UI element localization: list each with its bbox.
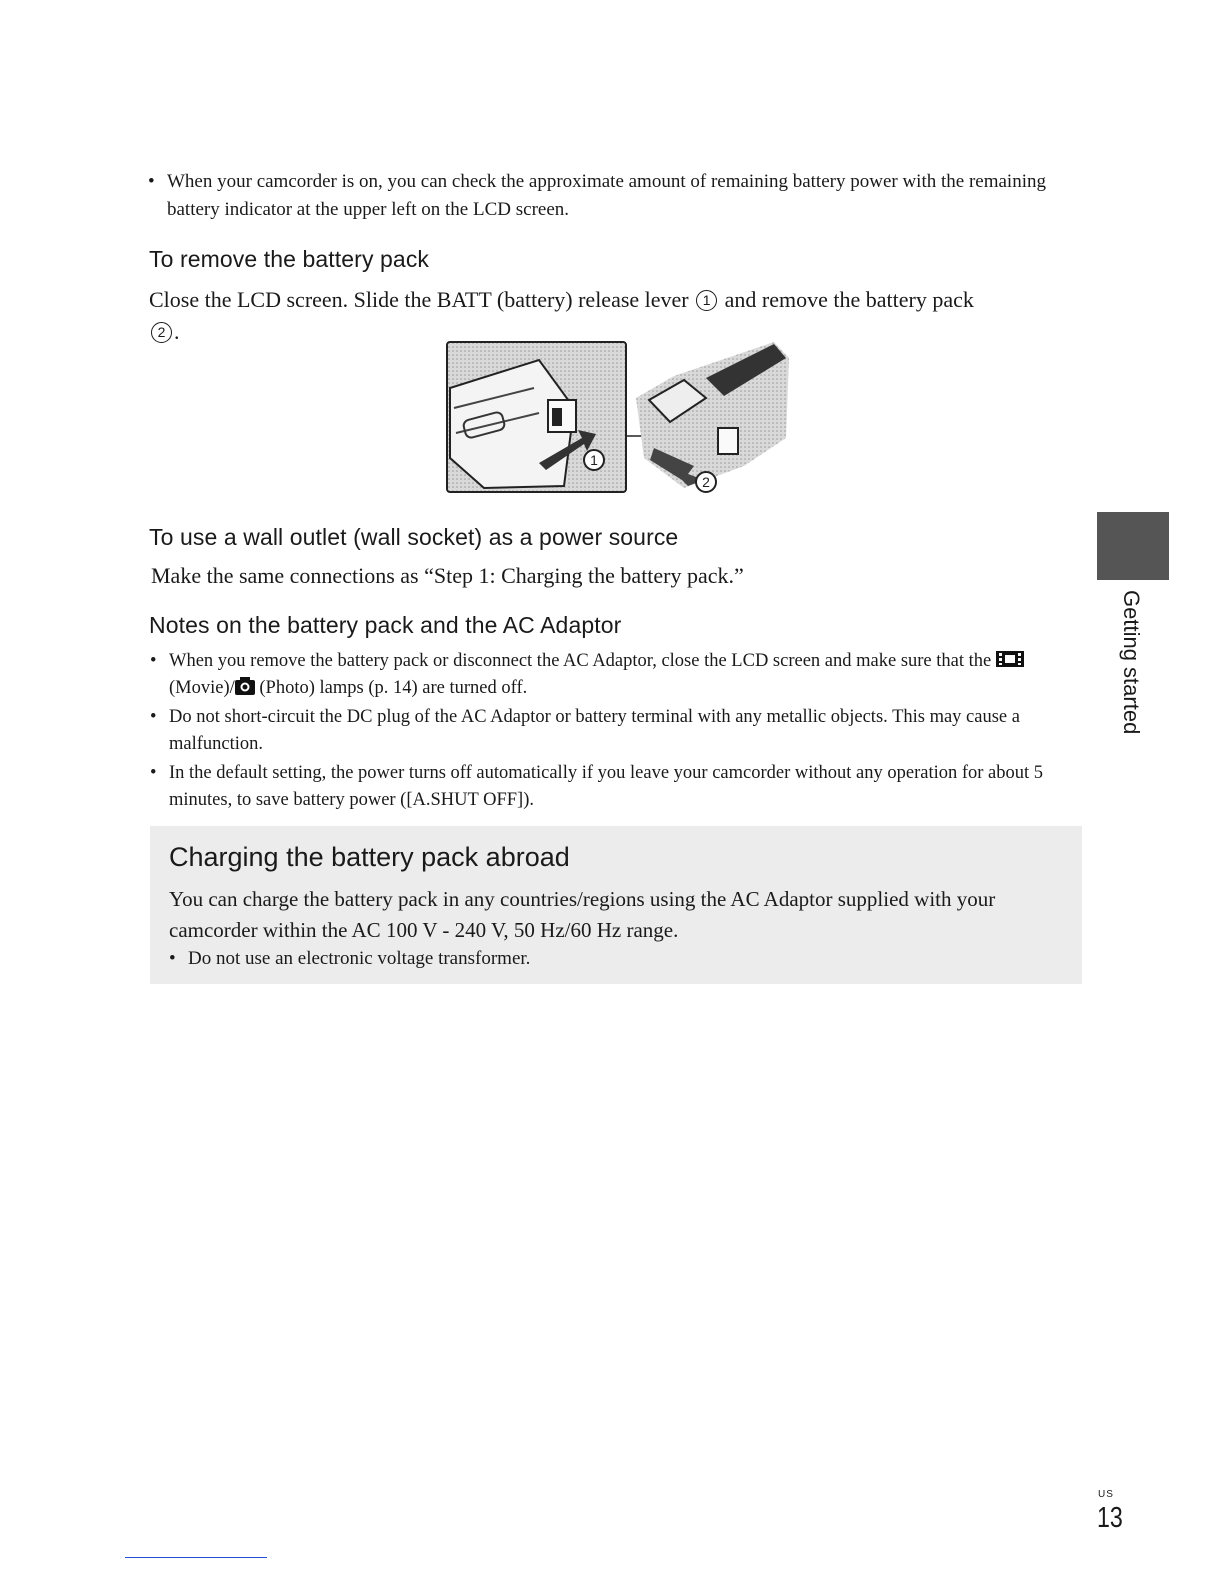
section-tab-label: Getting started (1119, 590, 1144, 735)
movie-label: (Movie)/ (169, 678, 235, 698)
page-region-code: US (1098, 1489, 1114, 1500)
remove-text-part3: . (174, 319, 180, 344)
movie-icon (996, 650, 1024, 668)
abroad-heading: Charging the battery pack abroad (169, 842, 570, 872)
callout-1-text: 1 (590, 452, 598, 468)
battery-removal-illustration (444, 338, 794, 500)
page-number: 13 (1097, 1502, 1123, 1534)
wall-outlet-text: Make the same connections as “Step 1: Charging the battery pack.” (151, 563, 744, 588)
abroad-notes (169, 946, 530, 972)
photo-label: (Photo) lamps (p. 14) are turned off. (259, 678, 528, 698)
marker-2: 2 (151, 322, 172, 343)
notes-heading: Notes on the battery pack and the AC Adaptor (149, 612, 622, 638)
note-item: • In the default setting, the power turns off automatically if you leave your camcorder without any operation for about 5 minutes, to save battery power ([A.SHUT OFF]). (150, 760, 1070, 814)
notes-list (150, 648, 1070, 816)
note-item: • Do not short-circuit the DC plug of the AC Adaptor or battery terminal with any metallic objects. This may cause a malfunction. (150, 704, 1070, 758)
section-tab-marker (1097, 512, 1169, 580)
intro-bullet: • When your camcorder is on, you can check the approximate amount of remaining battery power with the remaining battery indicator at the upper left on the LCD screen. (148, 168, 1088, 224)
intro-notes (148, 168, 1088, 224)
callout-2-text: 2 (702, 474, 710, 490)
note-item (150, 648, 1070, 702)
wall-outlet-heading: To use a wall outlet (wall socket) as a power source (149, 524, 679, 550)
marker-1: 1 (696, 290, 717, 311)
remove-battery-heading: To remove the battery pack (149, 246, 430, 272)
remove-text-part2: and remove the battery pack (724, 287, 974, 312)
footer-rule (125, 1557, 267, 1558)
abroad-text: You can charge the battery pack in any countries/regions using the AC Adaptor supplied with your camcorder within the AC 100 V - 240 V, 50 Hz/60 Hz range. (169, 887, 996, 942)
note1-text: When you remove the battery pack or disconnect the AC Adaptor, close the LCD screen and make sure that the (169, 651, 992, 671)
photo-icon (235, 677, 255, 695)
abroad-bullet: • Do not use an electronic voltage transformer. (169, 946, 530, 972)
remove-text-part1: Close the LCD screen. Slide the BATT (battery) release lever (149, 287, 689, 312)
